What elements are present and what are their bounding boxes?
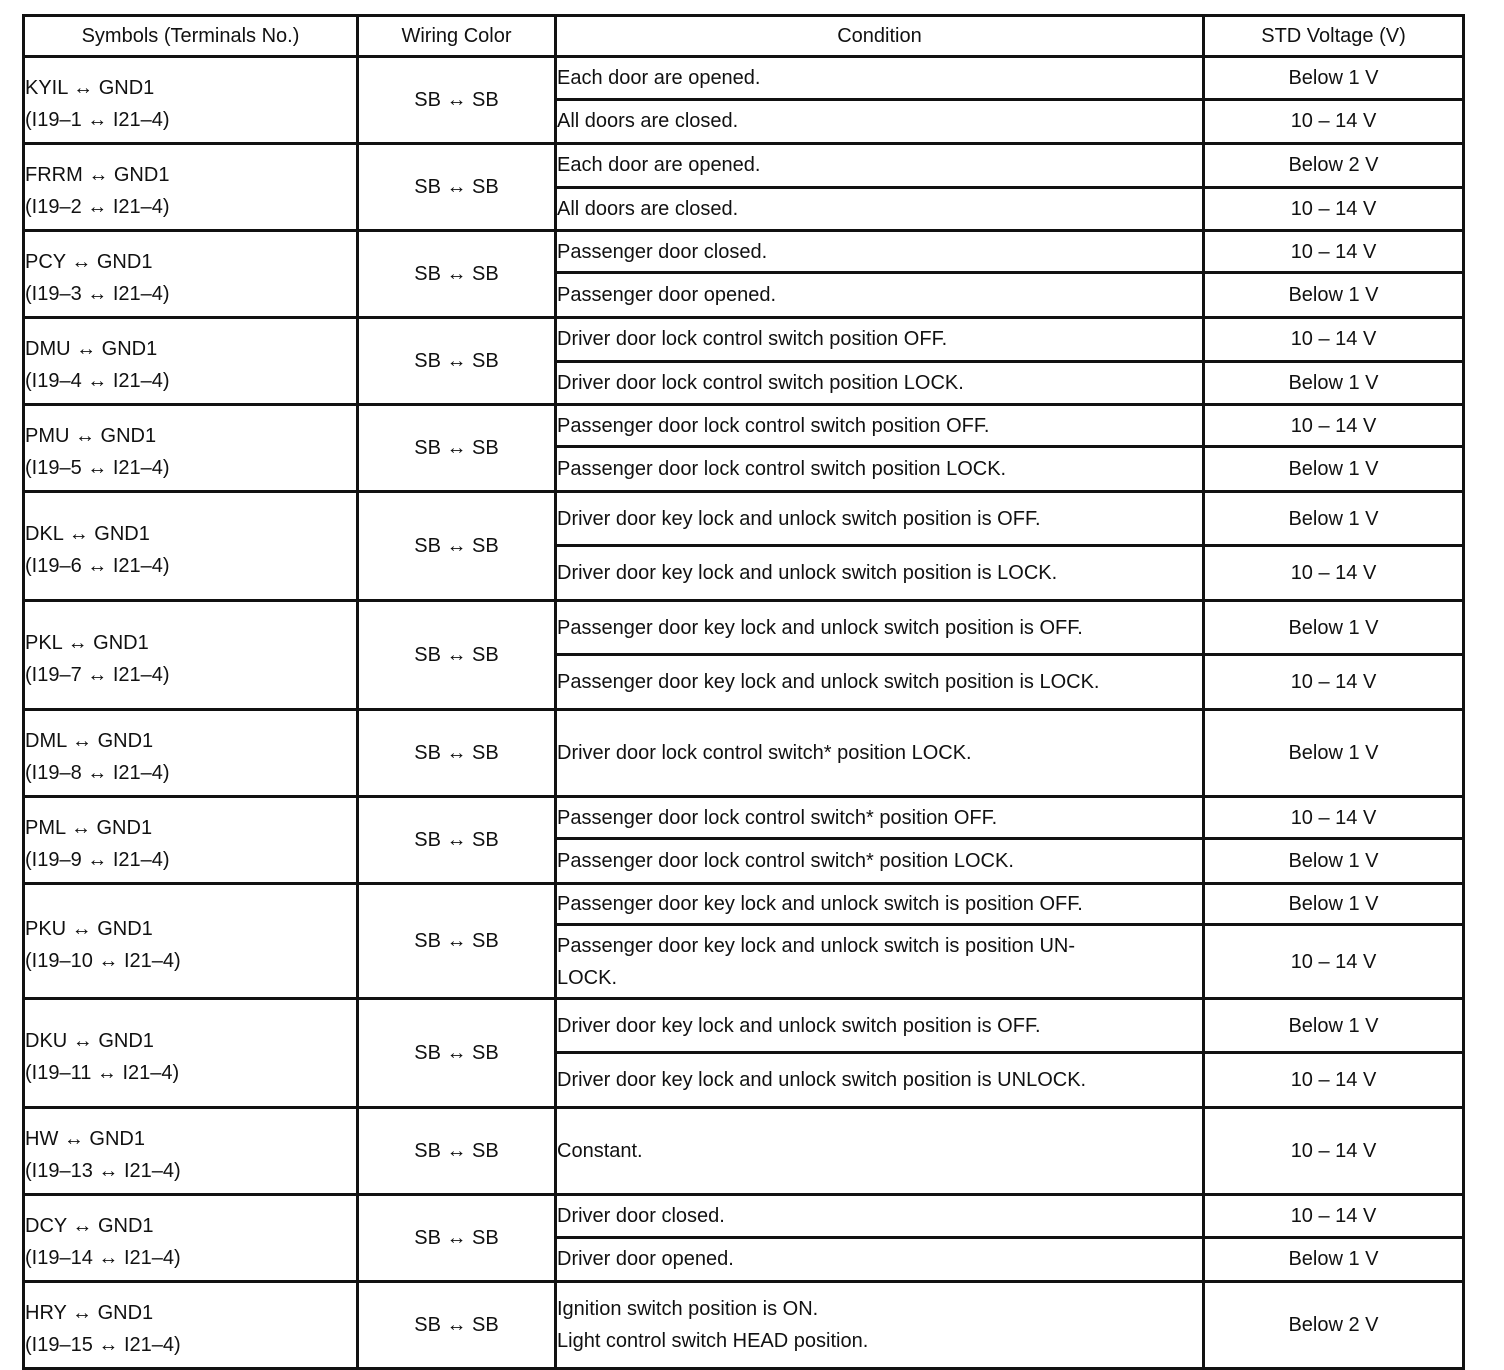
wiring-color: SB ↔ SB [358, 710, 556, 797]
condition-text: Passenger door lock control switch position LOCK. [557, 458, 1007, 481]
terminal-symbol-block [25, 899, 356, 983]
condition-cell [556, 447, 1204, 492]
std-voltage: 10 – 14 V [1204, 655, 1464, 710]
terminal-symbol-cell [24, 999, 358, 1108]
terminal-symbol-cell [24, 884, 358, 999]
terminal-symbol-cell [24, 144, 358, 231]
condition-text: Passenger door closed. [557, 240, 768, 263]
terminal-numbers: (I19–2 ↔ I21–4) [25, 196, 170, 218]
terminal-symbol-block [25, 711, 356, 795]
condition-text: All doors are closed. [557, 197, 739, 220]
wiring-color: SB ↔ SB [358, 1282, 556, 1369]
condition-cell [556, 710, 1204, 797]
condition-cell [556, 546, 1204, 601]
terminal-voltage-table [22, 14, 1465, 1370]
condition-text: Passenger door key lock and unlock switch position is OFF. [557, 616, 1083, 639]
condition-text: Passenger door lock control switch* position LOCK. [557, 850, 1014, 873]
std-voltage: Below 1 V [1204, 884, 1464, 925]
terminal-symbol-block [25, 1011, 356, 1095]
condition-text: Passenger door key lock and unlock switch is position UN- LOCK. [557, 934, 1076, 989]
std-voltage: Below 1 V [1204, 839, 1464, 884]
std-voltage: 10 – 14 V [1204, 546, 1464, 601]
terminal-symbol-cell [24, 492, 358, 601]
condition-text: Driver door closed. [557, 1204, 725, 1227]
std-voltage: 10 – 14 V [1204, 187, 1464, 231]
terminal-symbol: PKL ↔ GND1 [25, 632, 149, 654]
terminal-numbers: (I19–11 ↔ I21–4) [25, 1062, 180, 1084]
condition-cell [556, 231, 1204, 273]
header-std-voltage: STD Voltage (V) [1204, 16, 1464, 57]
wiring-color: SB ↔ SB [358, 405, 556, 492]
table-row [24, 797, 1464, 839]
std-voltage: 10 – 14 V [1204, 1195, 1464, 1238]
std-voltage: 10 – 14 V [1204, 1053, 1464, 1108]
terminal-symbol-block [25, 145, 356, 229]
std-voltage: 10 – 14 V [1204, 797, 1464, 839]
std-voltage: 10 – 14 V [1204, 1108, 1464, 1195]
terminal-symbol: PKU ↔ GND1 [25, 918, 153, 940]
terminal-symbol: FRRM ↔ GND1 [25, 164, 170, 186]
wiring-color: SB ↔ SB [358, 144, 556, 231]
terminal-symbol-cell [24, 231, 358, 318]
terminal-numbers: (I19–4 ↔ I21–4) [25, 370, 170, 392]
terminal-symbol-cell [24, 318, 358, 405]
terminal-symbol-block [25, 1196, 356, 1280]
table-row [24, 1195, 1464, 1238]
terminal-symbol: PCY ↔ GND1 [25, 251, 153, 273]
std-voltage: 10 – 14 V [1204, 318, 1464, 362]
condition-text: Ignition switch position is ON. Light control switch HEAD position. [557, 1298, 869, 1352]
std-voltage: Below 2 V [1204, 144, 1464, 188]
wiring-color: SB ↔ SB [358, 231, 556, 318]
terminal-symbol-cell [24, 1282, 358, 1369]
terminal-symbol-cell [24, 797, 358, 884]
condition-text: Driver door key lock and unlock switch position is OFF. [557, 1014, 1041, 1037]
table-row [24, 884, 1464, 925]
terminal-symbol: DML ↔ GND1 [25, 730, 154, 752]
terminal-symbol-block [25, 319, 356, 403]
table-row [24, 999, 1464, 1053]
terminal-symbol-cell [24, 601, 358, 710]
condition-text: Driver door lock control switch position LOCK. [557, 371, 964, 394]
header-wiring-color: Wiring Color [358, 16, 556, 57]
terminal-symbol-cell [24, 1108, 358, 1195]
condition-text: Driver door key lock and unlock switch position is LOCK. [557, 562, 1058, 584]
std-voltage: Below 1 V [1204, 710, 1464, 797]
condition-text: Driver door lock control switch* position LOCK. [557, 742, 972, 764]
std-voltage: Below 1 V [1204, 447, 1464, 492]
std-voltage: 10 – 14 V [1204, 405, 1464, 447]
terminal-symbol-block [25, 1283, 356, 1367]
condition-cell [556, 839, 1204, 884]
wiring-color: SB ↔ SB [358, 999, 556, 1108]
condition-text: Passenger door lock control switch position OFF. [557, 414, 990, 437]
table-row [24, 405, 1464, 447]
terminal-symbol: DCY ↔ GND1 [25, 1215, 154, 1237]
condition-cell [556, 318, 1204, 362]
table-row [24, 318, 1464, 362]
std-voltage: Below 2 V [1204, 1282, 1464, 1369]
condition-text: Driver door key lock and unlock switch position is UNLOCK. [557, 1069, 1087, 1091]
terminal-symbol-cell [24, 1195, 358, 1282]
condition-cell [556, 57, 1204, 100]
terminal-numbers: (I19–5 ↔ I21–4) [25, 457, 170, 479]
condition-cell [556, 361, 1204, 405]
std-voltage: Below 1 V [1204, 1237, 1464, 1281]
terminal-symbol-cell [24, 405, 358, 492]
wiring-color: SB ↔ SB [358, 57, 556, 144]
table-row [24, 1282, 1464, 1369]
condition-cell [556, 655, 1204, 710]
terminal-symbol-block [25, 232, 356, 316]
terminal-symbol-block [25, 58, 356, 142]
wiring-color: SB ↔ SB [358, 1108, 556, 1195]
condition-cell [556, 925, 1204, 999]
condition-text: Driver door opened. [557, 1248, 734, 1271]
terminal-numbers: (I19–8 ↔ I21–4) [25, 762, 170, 784]
header-condition: Condition [556, 16, 1204, 57]
wiring-color: SB ↔ SB [358, 884, 556, 999]
terminal-numbers: (I19–15 ↔ I21–4) [25, 1334, 181, 1356]
condition-text: All doors are closed. [557, 110, 739, 133]
condition-text: Each door are opened. [557, 154, 761, 177]
condition-text: Driver door lock control switch position OFF. [557, 328, 948, 351]
condition-cell [556, 144, 1204, 188]
table-row [24, 492, 1464, 546]
terminal-symbol: PMU ↔ GND1 [25, 425, 157, 447]
condition-cell [556, 187, 1204, 231]
terminal-symbol-block [25, 613, 356, 697]
condition-cell [556, 1237, 1204, 1281]
condition-text: Passenger door lock control switch* position OFF. [557, 806, 998, 829]
condition-cell [556, 1282, 1204, 1369]
condition-cell [556, 999, 1204, 1053]
std-voltage: 10 – 14 V [1204, 99, 1464, 143]
table-row [24, 601, 1464, 655]
condition-text: Passenger door key lock and unlock switch position is LOCK. [557, 671, 1100, 693]
condition-text: Each door are opened. [557, 66, 761, 89]
table-row [24, 1108, 1464, 1195]
condition-cell [556, 1053, 1204, 1108]
terminal-symbol: DKL ↔ GND1 [25, 523, 150, 545]
condition-text: Driver door key lock and unlock switch position is OFF. [557, 507, 1041, 530]
table-body [24, 57, 1464, 1369]
terminal-symbol: PML ↔ GND1 [25, 817, 153, 839]
terminal-numbers: (I19–7 ↔ I21–4) [25, 664, 170, 686]
terminal-symbol: HRY ↔ GND1 [25, 1302, 154, 1324]
condition-text: Passenger door key lock and unlock switch is position OFF. [557, 893, 1083, 915]
terminal-voltage-table-sheet [22, 14, 1462, 1370]
table-header-row [24, 16, 1464, 57]
terminal-symbol-block [25, 1109, 356, 1193]
wiring-color: SB ↔ SB [358, 492, 556, 601]
header-symbols: Symbols (Terminals No.) [24, 16, 358, 57]
condition-cell [556, 601, 1204, 655]
terminal-numbers: (I19–13 ↔ I21–4) [25, 1160, 181, 1182]
table-row [24, 710, 1464, 797]
terminal-symbol: HW ↔ GND1 [25, 1128, 145, 1150]
wiring-color: SB ↔ SB [358, 797, 556, 884]
table-row [24, 57, 1464, 100]
std-voltage: Below 1 V [1204, 273, 1464, 318]
condition-cell [556, 1108, 1204, 1195]
condition-cell [556, 1195, 1204, 1238]
terminal-symbol: KYIL ↔ GND1 [25, 77, 155, 99]
terminal-numbers: (I19–6 ↔ I21–4) [25, 555, 170, 577]
terminal-numbers: (I19–9 ↔ I21–4) [25, 849, 170, 871]
condition-cell [556, 273, 1204, 318]
terminal-symbol: DKU ↔ GND1 [25, 1030, 154, 1052]
condition-cell [556, 492, 1204, 546]
terminal-symbol-cell [24, 57, 358, 144]
std-voltage: Below 1 V [1204, 492, 1464, 546]
condition-cell [556, 405, 1204, 447]
condition-cell [556, 797, 1204, 839]
std-voltage: 10 – 14 V [1204, 231, 1464, 273]
terminal-numbers: (I19–14 ↔ I21–4) [25, 1247, 181, 1269]
wiring-color: SB ↔ SB [358, 318, 556, 405]
std-voltage: Below 1 V [1204, 999, 1464, 1053]
terminal-symbol-block [25, 504, 356, 588]
std-voltage: Below 1 V [1204, 57, 1464, 100]
wiring-color: SB ↔ SB [358, 1195, 556, 1282]
terminal-numbers: (I19–1 ↔ I21–4) [25, 109, 170, 131]
table-row [24, 231, 1464, 273]
terminal-symbol-block [25, 798, 356, 882]
condition-text: Passenger door opened. [557, 284, 777, 307]
condition-cell [556, 884, 1204, 925]
std-voltage: Below 1 V [1204, 601, 1464, 655]
terminal-symbol: DMU ↔ GND1 [25, 338, 158, 360]
terminal-numbers: (I19–3 ↔ I21–4) [25, 283, 170, 305]
std-voltage: Below 1 V [1204, 361, 1464, 405]
table-row [24, 144, 1464, 188]
condition-cell [556, 99, 1204, 143]
wiring-color: SB ↔ SB [358, 601, 556, 710]
condition-text: Constant. [557, 1140, 643, 1162]
terminal-numbers: (I19–10 ↔ I21–4) [25, 950, 181, 972]
terminal-symbol-cell [24, 710, 358, 797]
terminal-symbol-block [25, 406, 356, 490]
std-voltage: 10 – 14 V [1204, 925, 1464, 999]
